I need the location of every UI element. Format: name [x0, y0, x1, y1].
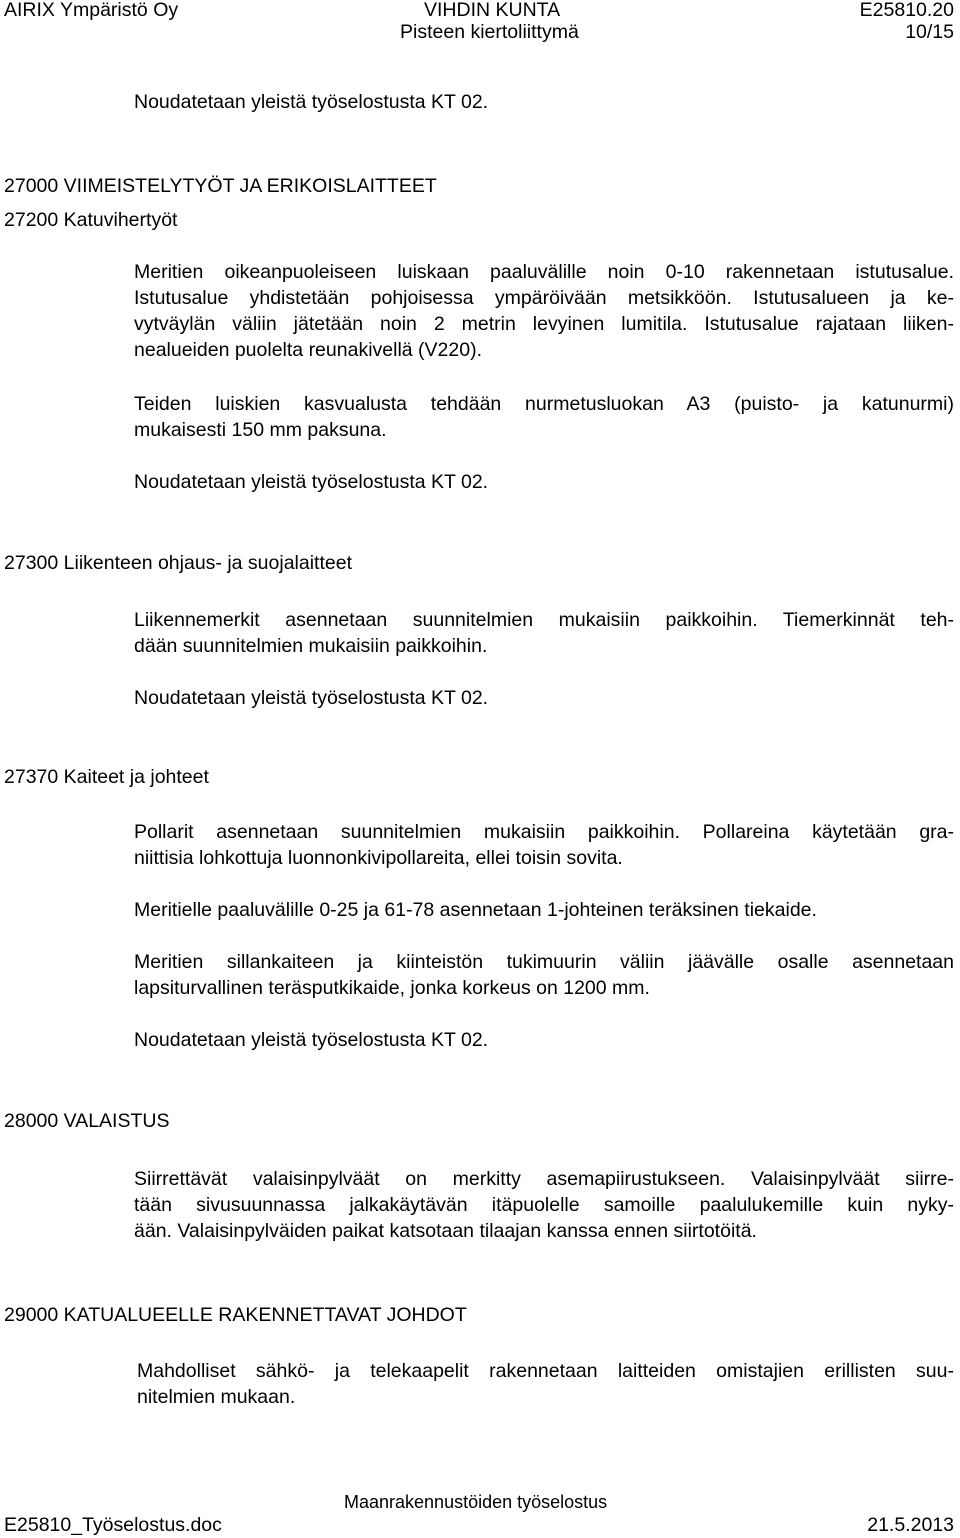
text-line: Teiden luiskien kasvualusta tehdään nurmetusluokan A3 (puisto- ja katunurmi): [134, 393, 954, 415]
header-client: VIHDIN KUNTA: [424, 0, 561, 21]
text-line: nitelmien mukaan.: [137, 1386, 296, 1408]
footer-date: 21.5.2013: [867, 1514, 954, 1536]
section-heading-29000: 29000 KATUALUEELLE RAKENNETTAVAT JOHDOT: [4, 1304, 467, 1326]
text-line: mukaisesti 150 mm paksuna.: [134, 419, 387, 441]
header-company: AIRIX Ympäristö Oy: [4, 0, 179, 21]
paragraph-27370-railing: [134, 949, 954, 1001]
text-line: nealueiden puolelta reunakivellä (V220).: [134, 339, 482, 361]
section-heading-27370: 27370 Kaiteet ja johteet: [4, 766, 209, 788]
footer-file-name: E25810_Työselostus.doc: [4, 1514, 222, 1536]
paragraph-29000: [137, 1358, 954, 1410]
header-page-number: 10/15: [905, 21, 954, 43]
paragraph-27370-bollards: [134, 819, 954, 871]
paragraph-27300: [134, 607, 954, 659]
note-paragraph: Noudatetaan yleistä työselostusta KT 02.: [134, 91, 489, 113]
text-line: Mahdolliset sähkö- ja telekaapelit rakennetaan laitteiden omistajien erillisten suu-: [137, 1360, 954, 1382]
paragraph-28000: [134, 1166, 954, 1244]
section-heading-27200: 27200 Katuvihertyöt: [4, 209, 178, 231]
note-paragraph: Noudatetaan yleistä työselostusta KT 02.: [134, 687, 489, 709]
paragraph-27200-planting: [134, 259, 954, 363]
paragraph-27370-guardrail: Meritielle paaluvälille 0-25 ja 61-78 asennetaan 1-johteinen teräksinen tiekaide.: [134, 899, 817, 921]
text-line: Siirrettävät valaisinpylväät on merkitty asemapiirustukseen. Valaisinpylväät siirre-: [134, 1168, 954, 1190]
text-line: Meritien sillankaiteen ja kiinteistön tukimuurin väliin jäävälle osalle asennetaan: [134, 951, 954, 973]
text-line: Meritien oikeanpuoleiseen luiskaan paaluvälille noin 0-10 rakennetaan istutusalue.: [134, 261, 954, 283]
header-project: Pisteen kiertoliittymä: [400, 21, 579, 43]
text-line: niittisia lohkottuja luonnonkivipollareita, ellei toisin sovita.: [134, 847, 623, 869]
text-line: Liikennemerkit asennetaan suunnitelmien mukaisiin paikkoihin. Tiemerkinnät teh-: [134, 609, 954, 631]
text-line: dään suunnitelmien mukaisiin paikkoihin.: [134, 635, 488, 657]
text-line: lapsiturvallinen teräsputkikaide, jonka korkeus on 1200 mm.: [134, 977, 650, 999]
section-heading-28000: 28000 VALAISTUS: [4, 1110, 170, 1132]
text-line: vytväylän väliin jätetään noin 2 metrin levyinen lumitila. Istutusalue rajataan liiken-: [134, 313, 954, 335]
text-line: ään. Valaisinpylväiden paikat katsotaan tilaajan kanssa ennen siirtotöitä.: [134, 1220, 757, 1242]
note-paragraph: Noudatetaan yleistä työselostusta KT 02.: [134, 1029, 489, 1051]
text-line: tään sivusuunnassa jalkakäytävän itäpuolelle samoille paalulukemille kuin nyky-: [134, 1194, 954, 1216]
header-doc-number: E25810.20: [859, 0, 954, 21]
paragraph-27200-growth-medium: [134, 391, 954, 443]
text-line: Pollarit asennetaan suunnitelmien mukaisiin paikkoihin. Pollareina käytetään gra-: [134, 821, 954, 843]
note-paragraph: Noudatetaan yleistä työselostusta KT 02.: [134, 471, 489, 493]
section-heading-27000: 27000 VIIMEISTELYTYÖT JA ERIKOISLAITTEET: [4, 175, 437, 197]
text-line: Istutusalue yhdistetään pohjoisessa ympäröivään metsikköön. Istutusalueen ja ke-: [134, 287, 954, 309]
section-heading-27300: 27300 Liikenteen ohjaus- ja suojalaitteet: [4, 552, 353, 574]
footer-document-title: Maanrakennustöiden työselostus: [344, 1492, 608, 1512]
